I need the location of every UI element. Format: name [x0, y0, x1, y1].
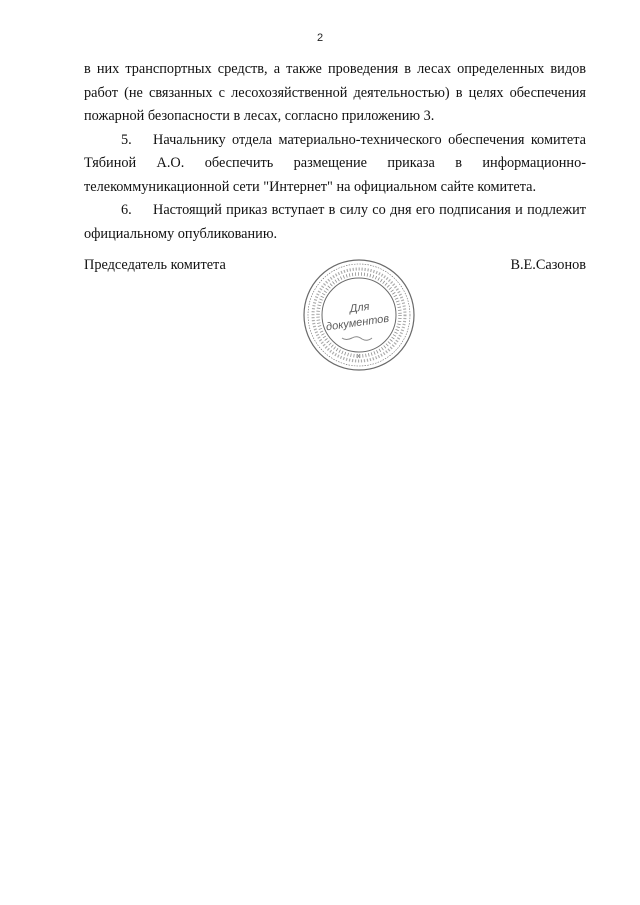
paragraph-item-5 [84, 129, 586, 200]
paragraph-text: Начальнику отдела материально-технического обеспечения комитета Тябиной А.О. обеспечить размещение приказа в информационно-телекоммуникационной сети "Интернет" на официальном сайте комитета. [84, 131, 586, 195]
paragraph-number: 5. [121, 131, 132, 148]
signatory-name: В.Е.Сазонов [510, 257, 586, 273]
paragraph-text: Настоящий приказ вступает в силу со дня его подписания и подлежит официальному опубликованию. [84, 202, 586, 242]
seal-text-line2: документов [325, 312, 390, 334]
signatory-role: Председатель комитета [84, 257, 226, 273]
official-seal [300, 256, 418, 374]
paragraph-item-6 [84, 199, 586, 246]
document-body [84, 58, 586, 246]
paragraph-continuation [84, 58, 586, 129]
seal-text-line1: Для [348, 300, 371, 316]
paragraph-number: 6. [121, 202, 132, 218]
paragraph-text: в них транспортных средств, а также проведения в лесах определенных видов работ (не связанных с лесохозяйственной деятельностью) в целях обеспечения пожарной безопасности в лесах, согласно приложению 3. [84, 61, 586, 124]
page-number: 2 [316, 32, 324, 44]
